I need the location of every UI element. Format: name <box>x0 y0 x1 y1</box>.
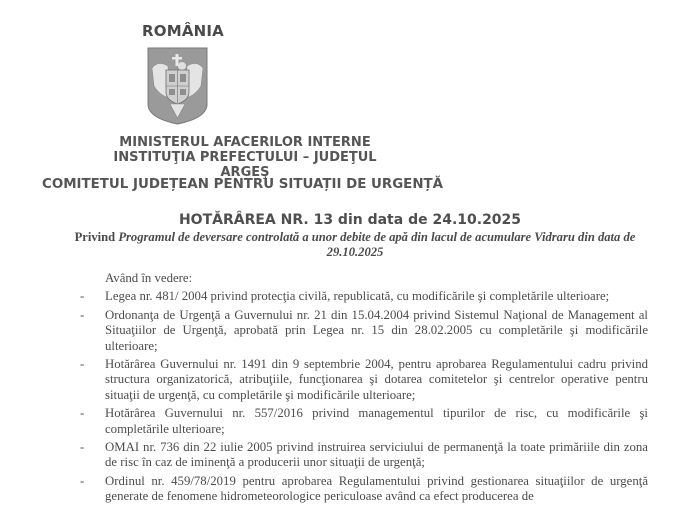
legal-basis-text: Ordinul nr. 459/78/2019 pentru aprobarea Regulamentului privind gestionarea situaţiilor de urgenţă generate de fenomene hidrometeorologice periculoase având ca efect producerea de <box>105 473 648 504</box>
legal-basis-item <box>80 308 648 354</box>
list-dash: - <box>80 406 85 421</box>
coat-of-arms-icon <box>146 46 209 126</box>
legal-basis-item <box>80 289 648 304</box>
subject-prefix: Privind <box>74 230 119 244</box>
legal-basis-text: OMAI nr. 736 din 22 iulie 2005 privind instruirea serviciului de permanenţă la toate primăriile din zona de risc în caz de iminenţă a producerii unor situaţii de urgenţă; <box>105 440 648 470</box>
issuing-institution <box>100 135 390 180</box>
list-dash: - <box>80 473 85 488</box>
document-body <box>80 271 648 505</box>
list-dash: - <box>80 357 85 372</box>
legal-basis-item <box>80 357 648 403</box>
list-dash: - <box>80 289 85 304</box>
legal-basis-item <box>80 406 648 437</box>
legal-basis-text: Hotărârea Guvernului nr. 557/2016 privind managementul tipurilor de risc, cu modificările şi completările ulterioare; <box>105 406 648 436</box>
decision-subject <box>60 230 650 260</box>
list-dash: - <box>80 440 85 455</box>
legal-basis-item <box>80 474 648 505</box>
intro-text: Având în vedere: <box>105 271 193 285</box>
legal-basis-item <box>80 440 648 471</box>
legal-basis-text: Legea nr. 481/ 2004 privind protecţia civilă, republicată, cu modificările şi completările ulterioare; <box>105 289 610 304</box>
ministry-name: MINISTERUL AFACERILOR INTERNE <box>119 135 371 150</box>
decision-title: HOTĂRÂREA NR. 13 din data de 24.10.2025 <box>178 212 522 228</box>
prefecture-name: INSTITUŢIA PREFECTULUI – JUDEŢUL ARGEŞ <box>113 150 377 180</box>
list-dash: - <box>80 307 85 322</box>
committee-name: COMITETUL JUDEȚEAN PENTRU SITUAȚII DE URGENȚĂ <box>42 177 444 192</box>
subject-text: Programul de deversare controlată a unor debite de apă din lacul de acumulare Vidraru din data de 29.10.2025 <box>118 230 636 259</box>
country-name: ROMÂNIA <box>142 22 224 40</box>
legal-basis-text: Hotărârea Guvernului nr. 1491 din 9 septembrie 2004, pentru aprobarea Regulamentului cadru privind structura organizatorică, atribuţiile, funcţionarea şi dotarea comitetelor şi centrelor operative pentru situaţii de urgenţă, cu completările şi modificările ulterioare; <box>105 357 648 402</box>
legal-basis-text: Ordonanţa de Urgenţă a Guvernului nr. 21 din 15.04.2004 privind Sistemul Naţional de Management al Situaţiilor de Urgenţă, aprobată prin Legea nr. 15 din 28.02.2005 cu completările şi modificările ulterioare; <box>105 307 648 353</box>
